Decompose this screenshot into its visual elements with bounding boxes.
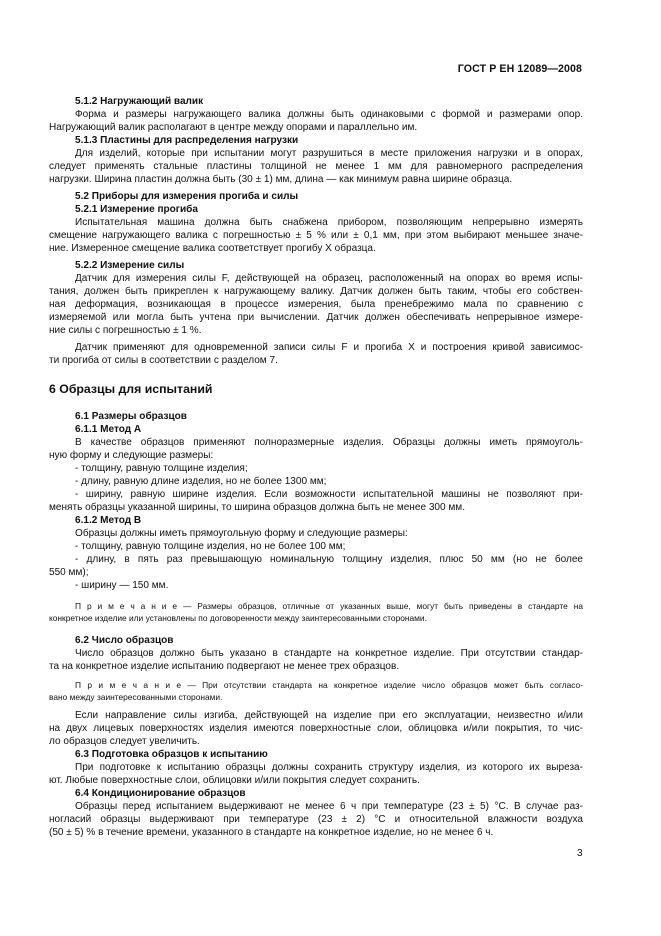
heading-5-2-2: 5.2.2 Измерение силы bbox=[75, 260, 185, 271]
section-6-title: 6 Образцы для испытаний bbox=[49, 382, 213, 396]
heading-5-1-2: 5.1.2 Нагружающий валик bbox=[75, 96, 204, 107]
text-line: Образцы перед испытанием выдерживают не менее 6 ч при температуре (23 ± 5) °С. В случае раз- bbox=[75, 801, 583, 812]
list-item: - длину, в пять раз превышающую номинальную толщину изделия, плюс 50 мм (но не более bbox=[75, 554, 583, 565]
text-line: Форма и размеры нагружающего валика должны быть одинаковыми с формой и размерами опор. bbox=[75, 109, 583, 120]
text-line: Если направление силы изгиба, действующей на изделие при его эксплуатации, неизвестно и/или bbox=[75, 710, 583, 721]
note-text: конкретное изделие или установлены по договоренности между заинтересованными сторонами. bbox=[49, 613, 427, 623]
heading-6-3: 6.3 Подготовка образцов к испытанию bbox=[75, 749, 268, 760]
heading-5-2-1: 5.2.1 Измерение прогиба bbox=[75, 204, 198, 215]
heading-5-1-3: 5.1.3 Пластины для распределения нагрузки bbox=[75, 135, 299, 146]
heading-6-2: 6.2 Число образцов bbox=[75, 635, 174, 646]
text-line: та на конкретное изделие испытанию подвергают не менее трех образцов. bbox=[49, 661, 400, 672]
text-line: Для изделий, которые при испытании могут разрушиться в месте приложения нагрузки и в опорах, bbox=[75, 148, 583, 159]
text-line: смещение нагружающего валика с погрешностью ± 5 % или ± 0,1 мм, при этом выбирают меньшее значе- bbox=[49, 230, 583, 241]
text-line: Датчик применяют для одновременной записи силы F и прогиба X и построения кривой зависимос- bbox=[75, 342, 583, 353]
list-item: - толщину, равную толщине изделия; bbox=[75, 463, 248, 474]
note-6-2 bbox=[75, 679, 583, 691]
text-line: Образцы должны иметь прямоугольную форму и следующие размеры: bbox=[75, 528, 408, 539]
text-line: Число образцов должно быть указано в стандарте на конкретное изделие. При отсутствии стандар- bbox=[75, 648, 583, 659]
heading-6-1-2: 6.1.2 Метод В bbox=[75, 515, 142, 526]
text-line: Испытательная машина должна быть снабжена прибором, позволяющим непрерывно измерять bbox=[75, 217, 583, 228]
text-line: В качестве образцов применяют полноразмерные изделия. Образцы должны иметь прямоуголь- bbox=[75, 437, 583, 448]
text-line: следует применять стальные пластины толщиной не менее 1 мм для равномерного распределения bbox=[49, 161, 583, 172]
note-text: вано между заинтересованными сторонами. bbox=[49, 692, 223, 702]
text-line: ную форму и следующие размеры: bbox=[49, 450, 214, 461]
text-line: тания, должен быть прикреплен к нагружающему валику. Датчик должен быть таким, чтобы его собствен- bbox=[49, 286, 583, 297]
note-label: П р и м е ч а н и е bbox=[75, 680, 182, 690]
text-line: на двух лицевых поверхностях изделия имеются поверхностные слои, облицовка и/или покрытия, то чис- bbox=[49, 723, 583, 734]
text-line: ногласий образцы выдерживают при температуре (23 ± 2) °С и относительной влажности воздуха bbox=[49, 814, 583, 825]
text-line: нагрузки. Ширина пластин должна быть (30 ± 1) мм, длина — как минимум равна ширине образца. bbox=[49, 174, 513, 185]
heading-5-2: 5.2 Приборы для измерения прогиба и силы bbox=[75, 191, 299, 202]
text-line: ют. Любые поверхностные слои, облицовки и/или покрытия следует сохранить. bbox=[49, 775, 420, 786]
note-label: П р и м е ч а н и е bbox=[75, 601, 178, 611]
text-line: Нагружающий валик располагают в центре между опорами и параллельно им. bbox=[49, 122, 418, 133]
text-line: ло образцов следует увеличить. bbox=[49, 736, 200, 747]
list-item: - толщину, равную толщине изделия, но не более 100 мм; bbox=[75, 541, 346, 552]
text-line: (50 ± 5) % в течение времени, указанного в стандарте на конкретное изделие, но не менее 6 ч. bbox=[49, 827, 494, 838]
text-line: Датчик для измерения силы F, действующей на образец, расположенный на опорах во время испы- bbox=[75, 273, 583, 284]
list-item: - ширину — 150 мм. bbox=[75, 580, 169, 591]
text-line: 550 мм); bbox=[49, 567, 89, 578]
text-line: ти прогиба от силы в соответствии с разделом 7. bbox=[49, 355, 278, 366]
heading-6-1-1: 6.1.1 Метод А bbox=[75, 424, 142, 435]
page-content bbox=[49, 95, 583, 839]
text-line: ная деформация, возникающая в процессе измерения, была пренебрежимо мала по сравнению с bbox=[49, 299, 583, 310]
note-text: — При отсутствии стандарта на конкретное изделие число образцов может быть согласо- bbox=[181, 680, 583, 690]
text-line: ние силы с погрешностью ± 1 %. bbox=[49, 325, 202, 336]
text-line: измеряемой или могла быть учтена при вычислении. Датчик должен обеспечивать непрерывное измере- bbox=[49, 312, 583, 323]
note-text: — Размеры образцов, отличные от указанных выше, могут быть приведены в стандарте на bbox=[177, 601, 583, 611]
list-item: - длину, равную длине изделия, но не более 1300 мм; bbox=[75, 476, 327, 487]
standard-code: ГОСТ Р ЕН 12089—2008 bbox=[457, 63, 582, 75]
heading-6-4: 6.4 Кондиционирование образцов bbox=[75, 788, 246, 799]
text-line: ние. Измеренное смещение валика соответствует прогибу X образца. bbox=[49, 243, 376, 254]
heading-6-1: 6.1 Размеры образцов bbox=[75, 411, 187, 422]
page-number: 3 bbox=[577, 848, 583, 859]
text-line: При подготовке к испытанию образцы должны сохранить структуру изделия, из которого их выреза- bbox=[75, 762, 583, 773]
note-6-1 bbox=[75, 600, 583, 612]
text-line: менять образцы указанной ширины, то ширина образцов должна быть не менее 300 мм. bbox=[49, 502, 465, 513]
list-item: - ширину, равную ширине изделия. Если возможности испытательной машины не позволяют при- bbox=[75, 489, 583, 500]
